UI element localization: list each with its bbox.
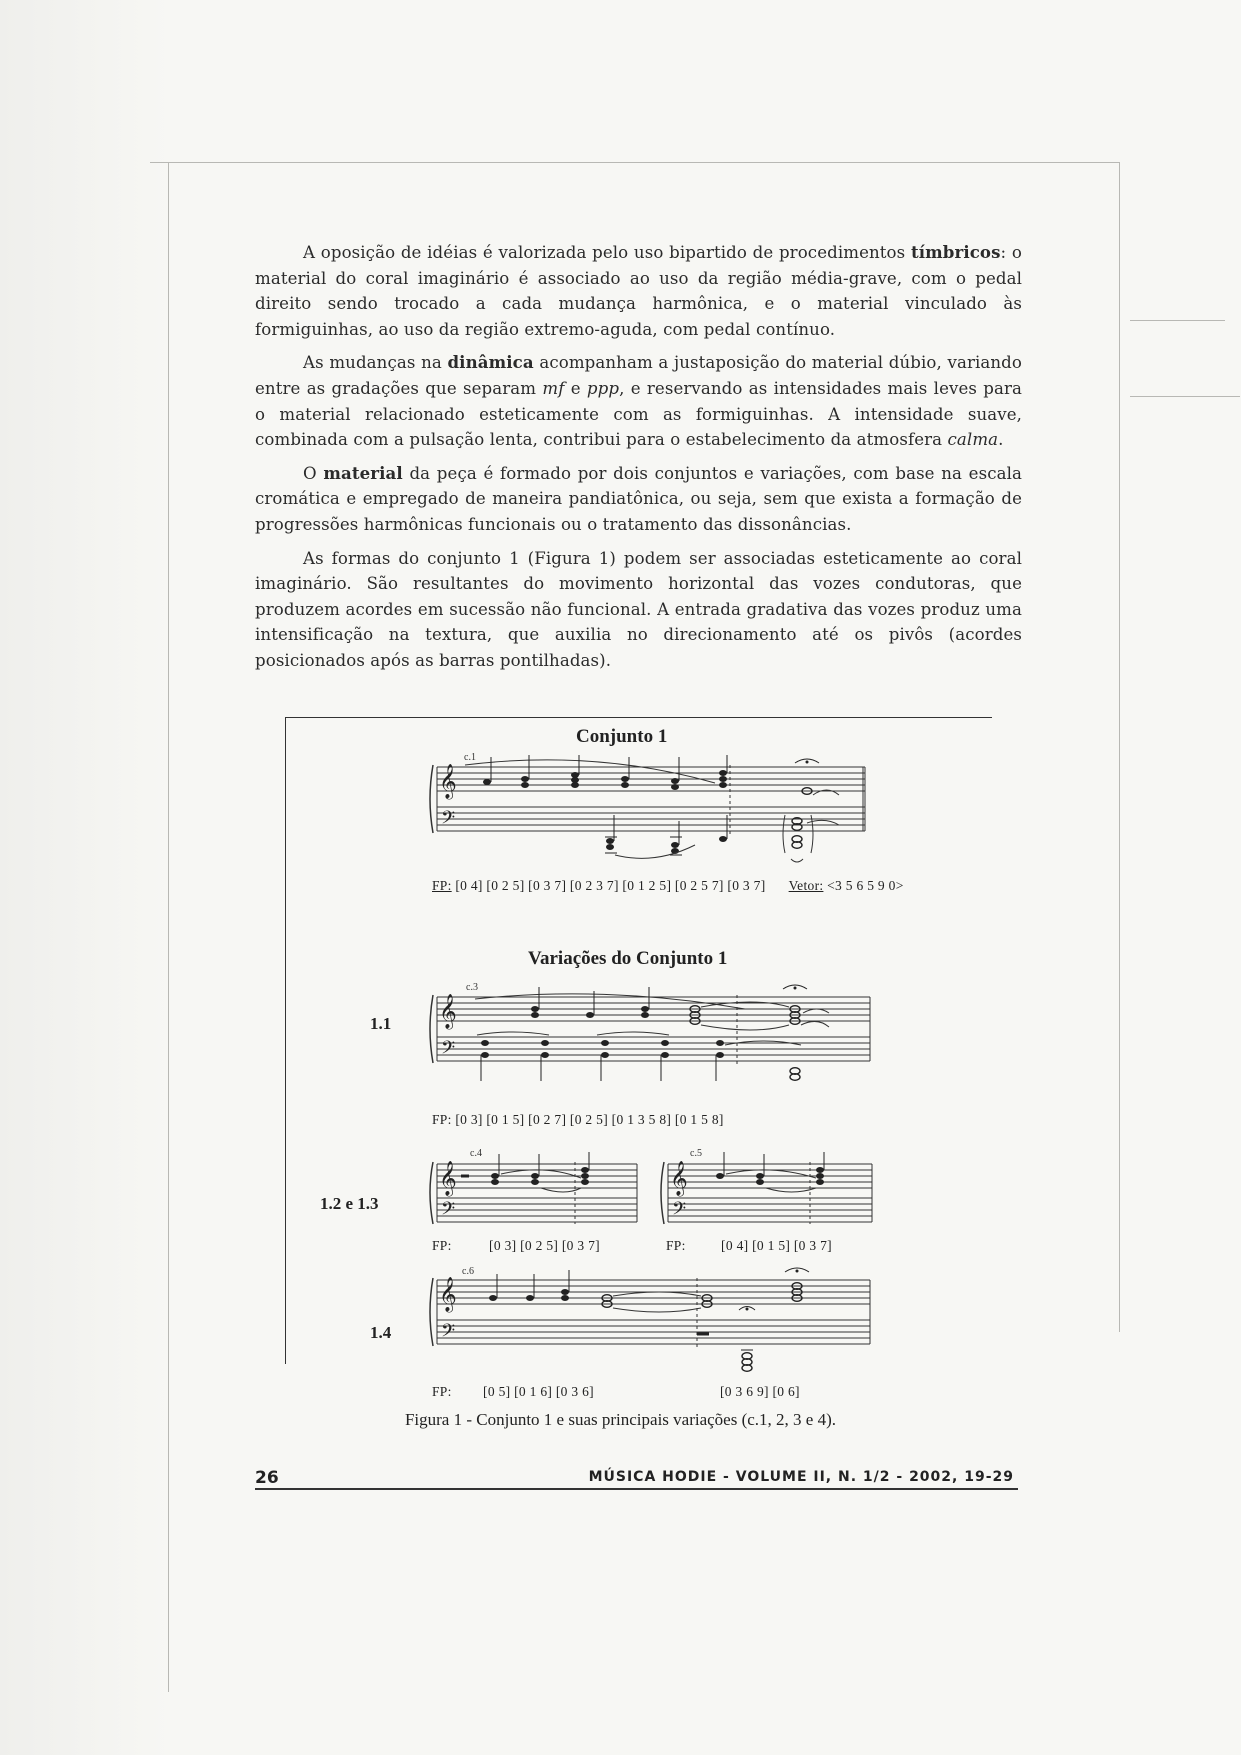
svg-text:𝄢: 𝄢 [441,1038,456,1063]
music-staff-1-3 [660,1152,880,1230]
page-edge-margin-mark [1130,396,1240,397]
row-label-1-4: 1.4 [370,1323,392,1342]
svg-text:𝄞: 𝄞 [439,1277,457,1312]
fp-sets: [0 3] [0 2 5] [0 3 7] [489,1238,600,1253]
scan-shadow [0,0,170,1755]
figure-title: Conjunto 1 [576,726,668,747]
measure-label: c.5 [690,1148,702,1159]
text-run: da peça é formado por dois conjuntos e variações, com base na escala cromática e empregado de maneira pandiatônica, ou seja, sem que exista a formação de progressões harmônicas funcionais ou o tratamento das dissonâncias. [255,463,1022,534]
vector-label: Vetor: [788,878,824,893]
text-run: , e reservando as intensidades mais leves para o material relacionado esteticamente com as formiguinhas. A intensidade suave, combinada com a pulsação lenta, contribui para o estabelecimento da atmosfera [255,378,1022,450]
emphasis-term: tímbricos [910,242,1001,262]
body-text [255,240,1022,682]
text-run: e [564,378,587,398]
fp-1-1: FP: [0 3] [0 1 5] [0 2 7] [0 2 5] [0 1 3 5 8] [0 1 5 8] [432,1112,724,1127]
music-staff-1-4 [425,1268,875,1378]
music-staff-1-2 [425,1152,645,1230]
page-edge-left [168,162,169,1692]
fp-label: FP: [666,1238,686,1253]
measure-label: c.6 [462,1266,474,1277]
text-run: A oposição de idéias é valorizada pelo uso bipartido de procedimentos [303,243,911,262]
fp-1-3 [666,1238,832,1254]
fp-1-4-pivot: [0 3 6 9] [0 6] [720,1384,800,1399]
text-run: : o material do coral imaginário é associado ao uso da região média-grave, com o pedal direito sendo trocado a cada mudança harmônica, e o material vinculado às formiguinhas, ao uso da região extremo-aguda, com pedal contínuo. [255,243,1023,339]
emphasis-term: dinâmica [447,352,534,373]
fp-sets: [0 5] [0 1 6] [0 3 6] [483,1384,594,1399]
paragraph [255,350,1022,452]
svg-text:𝄢: 𝄢 [672,1199,687,1224]
fp-label: FP: [432,878,452,893]
music-staff-1-1 [425,985,875,1100]
italic-term: mf [542,378,565,398]
text-run: . [998,430,1004,450]
fp-label: FP: [432,1384,452,1399]
paragraph [255,461,1022,538]
fp-sets: [0 4] [0 1 5] [0 3 7] [721,1238,832,1253]
svg-text:𝄞: 𝄞 [670,1161,688,1196]
page-number: 26 [255,1468,279,1488]
page-footer [255,1466,1018,1490]
text-run: O [303,463,324,483]
measure-label: c.1 [464,752,476,763]
music-staff-conjunto-1 [425,755,870,870]
row-label-1-2-1-3: 1.2 e 1.3 [320,1194,379,1213]
page-edge-top [150,162,1120,163]
journal-citation: MÚSICA HODIE - VOLUME II, N. 1/2 - 2002, 19-29 [588,1469,1014,1485]
text-run: acompanham a justaposição do material dúbio, variando entre as gradações que separam [255,353,1022,398]
variations-title: Variações do Conjunto 1 [528,948,728,969]
fp-label: FP: [432,1238,452,1253]
text-run: As formas do conjunto 1 (Figura 1) podem ser associadas esteticamente ao coral imaginário. São resultantes do movimento horizontal das vozes condutoras, que produzem acordes em sucessão não funcional. A entrada gradativa das vozes produz uma intensificação na textura, que auxilia no direcionamento até os pivôs (acordes posicionados após as barras pontilhadas). [255,548,1022,670]
fp-conjunto-1 [432,878,904,894]
measure-label: c.3 [466,982,478,993]
page-edge-margin-mark [1130,320,1225,321]
text-run: As mudanças na [303,353,448,373]
paragraph [255,240,1022,342]
svg-text:𝄢: 𝄢 [441,1321,456,1346]
paragraph [255,546,1022,674]
measure-label: c.4 [470,1148,482,1159]
svg-text:𝄞: 𝄞 [439,1161,457,1196]
svg-text:𝄞: 𝄞 [439,994,457,1029]
emphasis-term: material [323,462,403,483]
italic-term: ppp [586,378,620,398]
svg-text:𝄢: 𝄢 [441,808,456,833]
fp-sets: [0 4] [0 2 5] [0 3 7] [0 2 3 7] [0 1 2 5] [0 2 5 7] [0 3 7] [455,878,766,893]
row-label-1-1: 1.1 [370,1014,392,1033]
fp-1-2 [432,1238,600,1254]
italic-term: calma [947,430,999,450]
fp-1-4 [432,1384,594,1400]
svg-text:𝄞: 𝄞 [439,764,457,799]
page-edge-right [1119,162,1120,1332]
figure-caption: Figura 1 - Conjunto 1 e suas principais variações (c.1, 2, 3 e 4). [404,1410,837,1429]
vector-value: <3 5 6 5 9 0> [827,878,904,893]
svg-text:𝄢: 𝄢 [441,1199,456,1224]
